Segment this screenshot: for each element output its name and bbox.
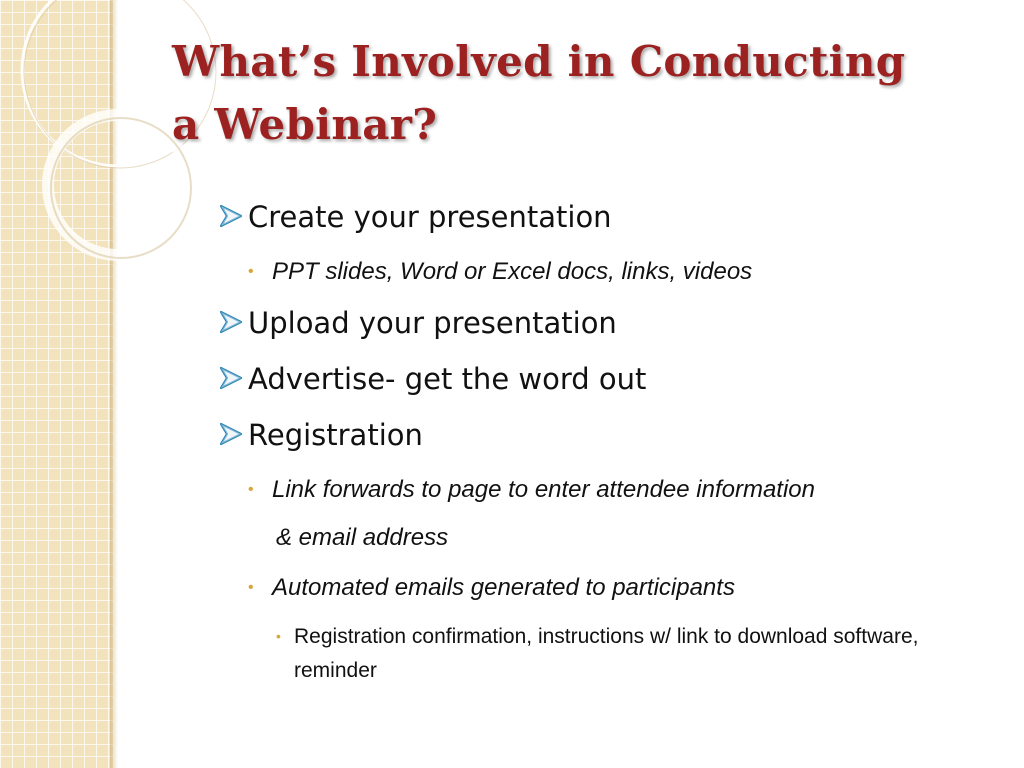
bullet-text: Advertise- get the word out bbox=[248, 362, 647, 396]
arrow-bullet-icon bbox=[218, 309, 248, 335]
title-line-2: a Webinar? bbox=[172, 100, 438, 149]
bullet-item bbox=[218, 362, 646, 396]
dot-bullet-icon: • bbox=[248, 481, 254, 498]
sub-sub-bullet-item bbox=[276, 620, 986, 688]
dot-bullet-icon: • bbox=[276, 628, 281, 644]
arrow-bullet-icon bbox=[218, 421, 248, 447]
slide-title bbox=[172, 30, 1002, 156]
title-line-1: What’s Involved in Conducting bbox=[172, 37, 906, 86]
bullet-text: Registration bbox=[248, 418, 423, 452]
sub-bullet-text: PPT slides, Word or Excel docs, links, videos bbox=[272, 258, 753, 285]
bullet-item bbox=[218, 306, 617, 340]
bullet-item bbox=[218, 418, 423, 452]
bullet-item bbox=[218, 200, 612, 234]
arrow-bullet-icon bbox=[218, 365, 248, 391]
bullet-text: Upload your presentation bbox=[248, 306, 617, 340]
sub-bullet-text: & email address bbox=[276, 524, 449, 551]
arrow-bullet-icon bbox=[218, 203, 248, 229]
sub-bullet-continuation bbox=[276, 524, 448, 552]
sub-bullet-item bbox=[248, 476, 815, 504]
sub-bullet-text: Link forwards to page to enter attendee information bbox=[272, 476, 815, 503]
bullet-text: Create your presentation bbox=[248, 200, 612, 234]
sub-bullet-text: Automated emails generated to participants bbox=[272, 574, 735, 601]
dot-bullet-icon: • bbox=[248, 263, 254, 280]
sub-sub-bullet-text: Registration confirmation, instructions w/ link to download software, reminder bbox=[294, 625, 919, 682]
dot-bullet-icon: • bbox=[248, 579, 254, 596]
sub-bullet-item bbox=[248, 574, 735, 602]
sub-bullet-item bbox=[248, 258, 752, 286]
